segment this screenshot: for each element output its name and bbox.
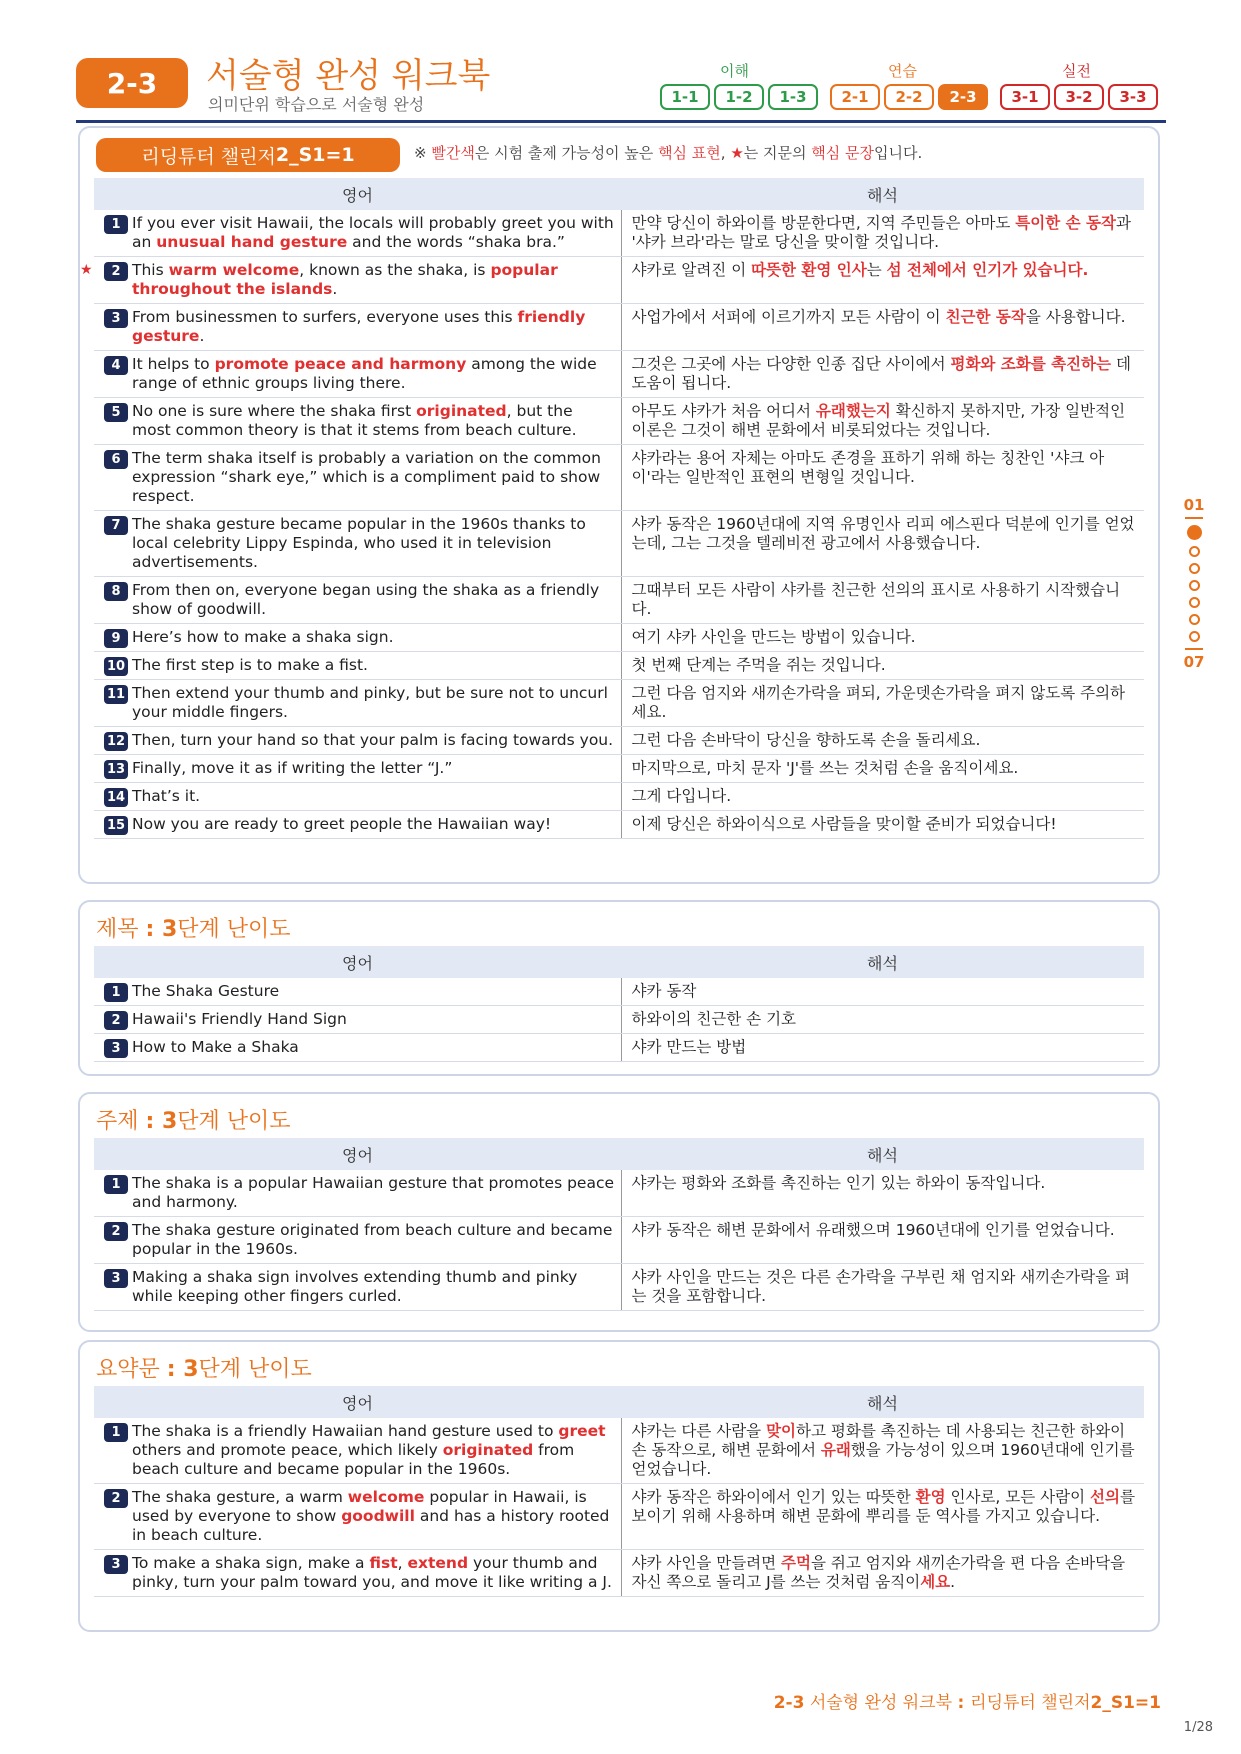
text-run: 만약 당신이 하와이를 방문한다면, 지역 주민들은 아마도 <box>631 214 1016 232</box>
star-icon: ★ <box>80 262 93 278</box>
text-run: 샤카라는 용어 자체는 아마도 존경을 표하기 위해 하는 칭찬인 '샤크 아이'라는 일반적인 표현의 변형일 것입니다. <box>631 449 1105 486</box>
heading-part: : 3 <box>166 1357 199 1382</box>
note-part: 는 지문의 <box>743 144 812 162</box>
text-run: 과 '샤카 브라'라는 말로 당신을 맞이할 것입니다. <box>631 214 1131 251</box>
sentence-number: 13 <box>104 760 128 779</box>
key-expression: originated <box>442 1441 534 1459</box>
key-expression: fist <box>369 1554 398 1572</box>
text-run: from beach culture and became popular in the 1960s. <box>132 1441 575 1478</box>
level-label-practice: 연습 <box>888 62 917 80</box>
key-expression: 세요 <box>920 1573 951 1591</box>
side-page-start: 01 <box>1183 496 1205 514</box>
footer-part: 서술형 완성 워크북 <box>804 1693 958 1713</box>
page-title: 서술형 완성 워크북 <box>206 56 491 96</box>
progress-dot <box>1189 597 1200 608</box>
text-run: 그런 다음 엄지와 새끼손가락을 펴되, 가운뎃손가락을 펴지 않도록 주의하세요. <box>631 684 1126 721</box>
section-heading-title <box>96 912 291 943</box>
korean-translation <box>621 210 1144 257</box>
text-run: The shaka is a popular Hawaiian gesture that promotes peace and harmony. <box>132 1174 615 1211</box>
key-expression: 환영 <box>915 1488 946 1506</box>
text-run: 하와이의 친근한 손 기호 <box>631 1010 797 1028</box>
sentence-number: 3 <box>104 1039 128 1058</box>
text-run: 샤카 동작은 해변 문화에서 유래했으며 1960년대에 인기를 얻었습니다. <box>631 1221 1115 1239</box>
heading-part: 주제 <box>96 1109 146 1134</box>
key-expression: goodwill <box>341 1507 415 1525</box>
english-sentence <box>94 1418 621 1484</box>
english-sentence <box>94 1217 621 1264</box>
note-part: 입니다. <box>874 144 923 162</box>
sentence-number: 3 <box>104 1555 128 1574</box>
progress-dot <box>1189 580 1200 591</box>
table-row <box>94 624 1144 652</box>
sentence-number: 1 <box>104 1423 128 1442</box>
sentence-number: 5 <box>104 403 128 422</box>
text-run: 샤카 동작 <box>631 982 697 1000</box>
text-run: This <box>132 261 169 279</box>
text-run: Then extend your thumb and pinky, but be sure not to uncurl your middle fingers. <box>132 684 608 721</box>
korean-translation <box>621 511 1144 577</box>
text-run: and has a history rooted in beach culture. <box>132 1507 610 1544</box>
korean-translation <box>621 577 1144 624</box>
english-sentence <box>94 755 621 783</box>
text-run: It helps to <box>132 355 215 373</box>
passage-table <box>80 178 1144 839</box>
key-expression: originated <box>416 402 507 420</box>
sentence-number: 1 <box>104 1175 128 1194</box>
text-run: 샤카는 다른 사람을 <box>631 1422 767 1440</box>
table-row <box>94 1034 1144 1062</box>
heading-part: : 3 <box>145 1109 178 1134</box>
sentence-number: 1 <box>104 983 128 1002</box>
star-icon: ★ <box>730 144 744 162</box>
column-header-korean: 해석 <box>621 946 1144 978</box>
text-run: and the words “shaka bra.” <box>347 233 565 251</box>
text-run: your thumb and pinky, turn your palm toward you, and move it like writing a J. <box>132 1554 612 1591</box>
text-run: 을 쥐고 엄지와 새끼손가락을 편 다음 손바닥을 자신 쪽으로 돌리고 J를 쓰는 것처럼 움직이 <box>631 1554 1126 1591</box>
english-sentence <box>94 398 621 445</box>
progress-dot <box>1189 631 1200 642</box>
sentence-number: 2 <box>104 1222 128 1241</box>
korean-translation <box>621 1034 1144 1062</box>
korean-translation <box>621 257 1144 304</box>
english-sentence <box>94 511 621 577</box>
text-run: 샤카 만드는 방법 <box>631 1038 747 1056</box>
table-row <box>94 304 1144 351</box>
english-sentence <box>94 727 621 755</box>
korean-translation <box>621 398 1144 445</box>
column-header-korean: 해석 <box>621 178 1144 210</box>
sentence-number: 14 <box>104 788 128 807</box>
sentence-number: 15 <box>104 816 128 835</box>
column-header-korean: 해석 <box>621 1138 1144 1170</box>
page-number: 1/28 <box>1183 1720 1213 1735</box>
text-run: The shaka gesture, a warm <box>132 1488 348 1506</box>
text-run: 여기 샤카 사인을 만드는 방법이 있습니다. <box>631 628 916 646</box>
text-run: No one is sure where the shaka first <box>132 402 417 420</box>
text-run: 아무도 샤카가 처음 어디서 <box>631 402 816 420</box>
table-row <box>94 210 1144 257</box>
heading-part: 단계 난이도 <box>177 1109 291 1134</box>
table-row <box>94 1418 1144 1484</box>
text-run: 는 <box>866 261 887 279</box>
summary-table <box>94 1386 1144 1597</box>
korean-translation <box>621 978 1144 1006</box>
text-run: 하고 평화를 촉진하는 데 사용되는 친근한 하와이 손 동작으로, 해변 문화에서 <box>631 1422 1126 1459</box>
text-run: The term shaka itself is probably a variation on the common expression “shark eye,” which is a compliment paid to show respect. <box>132 449 601 505</box>
korean-translation <box>621 1264 1144 1311</box>
korean-translation <box>621 624 1144 652</box>
text-run: 을 사용합니다. <box>1025 308 1126 326</box>
key-expression: 유래 <box>820 1441 851 1459</box>
text-run: . <box>950 1573 956 1591</box>
footer-part: 리딩튜터 챌린저 <box>970 1693 1091 1713</box>
progress-dot <box>1189 546 1200 557</box>
korean-translation <box>621 727 1144 755</box>
title-table <box>94 946 1144 1062</box>
text-run: To make a shaka sign, make a <box>132 1554 370 1572</box>
key-expression: 평화와 조화를 촉진하는 <box>950 355 1112 373</box>
text-run: 그런 다음 손바닥이 당신을 향하도록 손을 돌리세요. <box>631 731 981 749</box>
text-run: , but the most common theory is that it stems from beach culture. <box>132 402 577 439</box>
text-run: From then on, everyone began using the shaka as a friendly show of goodwill. <box>132 581 600 618</box>
legend-note <box>414 142 922 163</box>
unit-badge: 2-3 <box>76 58 188 108</box>
table-row <box>94 652 1144 680</box>
note-part: , <box>720 144 731 162</box>
note-part: 핵심 표현 <box>658 144 721 162</box>
level-tab-3-2[interactable]: 3-2 <box>1054 84 1104 110</box>
sentence-number: 2 <box>104 1489 128 1508</box>
footer-part: 2_S1=1 <box>1090 1693 1161 1713</box>
korean-translation <box>621 652 1144 680</box>
english-sentence <box>94 1550 621 1597</box>
english-sentence <box>94 210 621 257</box>
table-row <box>94 1550 1144 1597</box>
text-run: Here’s how to make a shaka sign. <box>132 628 394 646</box>
korean-translation <box>621 811 1144 839</box>
summary-card <box>78 1340 1160 1632</box>
heading-part: 제목 <box>96 917 146 942</box>
sentence-number: 3 <box>104 1269 128 1288</box>
text-run: 샤카 동작은 1960년대에 지역 유명인사 리피 에스핀다 덕분에 인기를 얻었는데, 그는 그것을 텔레비전 광고에서 사용했습니다. <box>631 515 1135 552</box>
level-tab-1-3[interactable]: 1-3 <box>768 84 818 110</box>
english-sentence <box>94 1170 621 1217</box>
table-row <box>94 257 1144 304</box>
source-tag <box>96 138 400 172</box>
sentence-number: 9 <box>104 629 128 648</box>
theme-card <box>78 1092 1160 1332</box>
key-expression: 친근한 동작 <box>945 308 1026 326</box>
korean-translation <box>621 351 1144 398</box>
text-run: , known as the shaka, is <box>299 261 491 279</box>
side-progress <box>1182 496 1206 671</box>
table-row <box>94 1484 1144 1550</box>
sentence-number: 11 <box>104 685 128 704</box>
text-run: Making a shaka sign involves extending thumb and pinky while keeping other fingers curled. <box>132 1268 578 1305</box>
text-run: If you ever visit Hawaii, the locals will probably greet you with an <box>132 214 614 251</box>
text-run: 데 도움이 됩니다. <box>631 355 1131 392</box>
table-row <box>94 783 1144 811</box>
text-run: 그때부터 모든 사람이 샤카를 친근한 선의의 표시로 사용하기 시작했습니다. <box>631 581 1121 618</box>
english-sentence <box>94 680 621 727</box>
text-run: 첫 번째 단계는 주먹을 쥐는 것입니다. <box>631 656 886 674</box>
table-row <box>94 445 1144 511</box>
text-run: Finally, move it as if writing the letter “J.” <box>132 759 453 777</box>
text-run: 샤카는 평화와 조화를 촉진하는 인기 있는 하와이 동작입니다. <box>631 1174 1046 1192</box>
text-run: The shaka gesture originated from beach culture and became popular in the 1960s. <box>132 1221 613 1258</box>
main-passage-card <box>78 126 1160 884</box>
table-row <box>94 398 1144 445</box>
korean-translation <box>621 1006 1144 1034</box>
level-tab-2-3[interactable]: 2-3 <box>938 84 988 110</box>
progress-dot <box>1189 614 1200 625</box>
english-sentence <box>94 811 621 839</box>
english-sentence <box>94 624 621 652</box>
english-sentence <box>94 1034 621 1062</box>
section-heading-theme <box>96 1104 291 1135</box>
note-part: 핵심 문장 <box>811 144 875 162</box>
text-run: 를 보이기 위해 사용하며 해변 문화에 뿌리를 둔 역사를 가지고 있습니다. <box>631 1488 1135 1525</box>
key-expression: 맞이 <box>766 1422 797 1440</box>
progress-dots <box>1182 525 1206 642</box>
side-divider <box>1185 648 1203 650</box>
korean-translation <box>621 1418 1144 1484</box>
theme-table <box>94 1138 1144 1311</box>
sentence-number: 1 <box>104 215 128 234</box>
english-sentence <box>94 445 621 511</box>
level-tab-2-2[interactable]: 2-2 <box>884 84 934 110</box>
sentence-number: 4 <box>104 356 128 375</box>
text-run: Hawaii's Friendly Hand Sign <box>132 1010 347 1028</box>
table-row <box>94 727 1144 755</box>
sentence-number: 3 <box>104 309 128 328</box>
english-sentence <box>94 304 621 351</box>
korean-translation <box>621 304 1144 351</box>
english-sentence <box>94 1484 621 1550</box>
level-label-understand: 이해 <box>720 62 749 80</box>
text-run: 그것은 그곳에 사는 다양한 인종 집단 사이에서 <box>631 355 951 373</box>
english-sentence <box>94 1006 621 1034</box>
table-row <box>94 351 1144 398</box>
level-tab-3-1[interactable]: 3-1 <box>1000 84 1050 110</box>
english-sentence <box>94 978 621 1006</box>
korean-translation <box>621 1484 1144 1550</box>
note-part: 은 시험 출제 가능성이 높은 <box>474 144 659 162</box>
text-run: The first step is to make a fist. <box>132 656 368 674</box>
key-expression: 유래했는지 <box>815 402 891 420</box>
level-tab-1-2[interactable]: 1-2 <box>714 84 764 110</box>
english-sentence <box>94 652 621 680</box>
english-sentence <box>94 351 621 398</box>
footer-part: : <box>957 1693 971 1713</box>
key-expression: 선의 <box>1089 1488 1120 1506</box>
column-header-english: 영어 <box>94 178 621 210</box>
table-row <box>94 1217 1144 1264</box>
text-run: 확신하지 못하지만, 가장 일반적인 이론은 그것이 해변 문화에서 비롯되었다는 것입니다. <box>631 402 1126 439</box>
heading-part: 요약문 <box>96 1357 167 1382</box>
text-run: 인사로, 모든 사람이 <box>945 1488 1090 1506</box>
table-row <box>94 1006 1144 1034</box>
sentence-number: 12 <box>104 732 128 751</box>
text-run: Now you are ready to greet people the Hawaiian way! <box>132 815 552 833</box>
key-expression: welcome <box>347 1488 425 1506</box>
key-expression: friendly gesture <box>132 308 586 345</box>
key-expression: promote peace and harmony <box>214 355 467 373</box>
table-row <box>94 1170 1144 1217</box>
table-row <box>94 1264 1144 1311</box>
level-tab-3-3[interactable]: 3-3 <box>1108 84 1158 110</box>
text-run: 했을 가능성이 있으며 1960년대에 인기를 얻었습니다. <box>631 1441 1135 1478</box>
note-part: ※ <box>414 144 432 162</box>
progress-dot <box>1187 525 1202 540</box>
level-tab-2-1[interactable]: 2-1 <box>830 84 880 110</box>
level-tab-1-1[interactable]: 1-1 <box>660 84 710 110</box>
text-run: 마지막으로, 마치 문자 'J'를 쓰는 것처럼 손을 움직이세요. <box>631 759 1019 777</box>
heading-part: 단계 난이도 <box>177 917 291 942</box>
korean-translation <box>621 755 1144 783</box>
text-run: , <box>397 1554 408 1572</box>
text-run: 사업가에서 서퍼에 이르기까지 모든 사람이 이 <box>631 308 946 326</box>
sentence-number: 2 <box>104 262 128 281</box>
text-run: The shaka gesture became popular in the 1960s thanks to local celebrity Lippy Espinda, who used it in television advertisements. <box>132 515 586 571</box>
column-header-english: 영어 <box>94 1386 621 1418</box>
column-header-korean: 해석 <box>621 1386 1144 1418</box>
korean-translation <box>621 1550 1144 1597</box>
side-divider <box>1185 517 1203 519</box>
text-run: others and promote peace, which likely <box>132 1441 443 1459</box>
key-expression: greet <box>558 1422 606 1440</box>
column-header-english: 영어 <box>94 1138 621 1170</box>
table-row <box>94 680 1144 727</box>
text-run: Then, turn your hand so that your palm is facing towards you. <box>132 731 614 749</box>
text-run: The Shaka Gesture <box>132 982 280 1000</box>
heading-part: 단계 난이도 <box>198 1357 312 1382</box>
text-run: 샤카 동작은 하와이에서 인기 있는 따뜻한 <box>631 1488 916 1506</box>
table-row <box>94 755 1144 783</box>
side-page-end: 07 <box>1183 653 1205 671</box>
korean-translation <box>621 680 1144 727</box>
key-expression: 따뜻한 환영 인사 <box>751 261 867 279</box>
source-tag-code: 2_S1=1 <box>275 144 355 166</box>
page-subtitle: 의미단위 학습으로 서술형 완성 <box>208 95 425 114</box>
table-row <box>94 978 1144 1006</box>
text-run: 샤카로 알려진 이 <box>631 261 752 279</box>
sentence-number: 6 <box>104 450 128 469</box>
text-run: That’s it. <box>132 787 201 805</box>
footer-label <box>774 1688 1161 1713</box>
key-expression: unusual hand gesture <box>156 233 348 251</box>
text-run: . <box>332 280 338 298</box>
column-header-english: 영어 <box>94 946 621 978</box>
english-sentence <box>94 1264 621 1311</box>
key-expression: 섬 전체에서 인기가 있습니다. <box>886 261 1089 279</box>
text-run: among the wide range of ethnic groups living there. <box>132 355 597 392</box>
table-row <box>94 577 1144 624</box>
table-row <box>94 811 1144 839</box>
header-divider <box>76 120 1166 123</box>
text-run: From businessmen to surfers, everyone uses this <box>132 308 518 326</box>
text-run: 그게 다입니다. <box>631 787 732 805</box>
source-tag-prefix: 리딩튜터 챌린저 <box>141 145 276 168</box>
korean-translation <box>621 1217 1144 1264</box>
english-sentence <box>94 577 621 624</box>
footer-part: 2-3 <box>773 1693 805 1713</box>
text-run: popular in Hawaii, is used by everyone to show <box>132 1488 587 1525</box>
text-run: How to Make a Shaka <box>132 1038 299 1056</box>
key-expression: warm welcome <box>168 261 300 279</box>
korean-translation <box>621 783 1144 811</box>
korean-translation <box>621 445 1144 511</box>
sentence-number: 7 <box>104 516 128 535</box>
key-expression: popular throughout the islands <box>132 261 558 298</box>
key-expression: 주먹 <box>781 1554 811 1572</box>
sentence-number: 10 <box>104 657 128 676</box>
level-label-real: 실전 <box>1062 62 1091 80</box>
text-run: . <box>199 327 205 345</box>
text-run: 샤카 사인을 만들려면 <box>631 1554 782 1572</box>
english-sentence <box>94 783 621 811</box>
key-expression: extend <box>407 1554 469 1572</box>
heading-part: : 3 <box>145 917 178 942</box>
title-card <box>78 900 1160 1076</box>
section-heading-summary <box>96 1352 312 1383</box>
sentence-number: 2 <box>104 1011 128 1030</box>
table-row <box>94 511 1144 577</box>
sentence-number: 8 <box>104 582 128 601</box>
korean-translation <box>621 1170 1144 1217</box>
progress-dot <box>1189 563 1200 574</box>
text-run: 이제 당신은 하와이식으로 사람들을 맞이할 준비가 되었습니다! <box>631 815 1057 833</box>
level-nav <box>660 84 1158 110</box>
english-sentence <box>80 257 621 304</box>
text-run: The shaka is a friendly Hawaiian hand gesture used to <box>132 1422 559 1440</box>
key-expression: 특이한 손 동작 <box>1015 214 1116 232</box>
note-part: 빨간색 <box>431 144 475 162</box>
text-run: 샤카 사인을 만드는 것은 다른 손가락을 구부린 채 엄지와 새끼손가락을 펴는 것을 포함합니다. <box>631 1268 1130 1305</box>
